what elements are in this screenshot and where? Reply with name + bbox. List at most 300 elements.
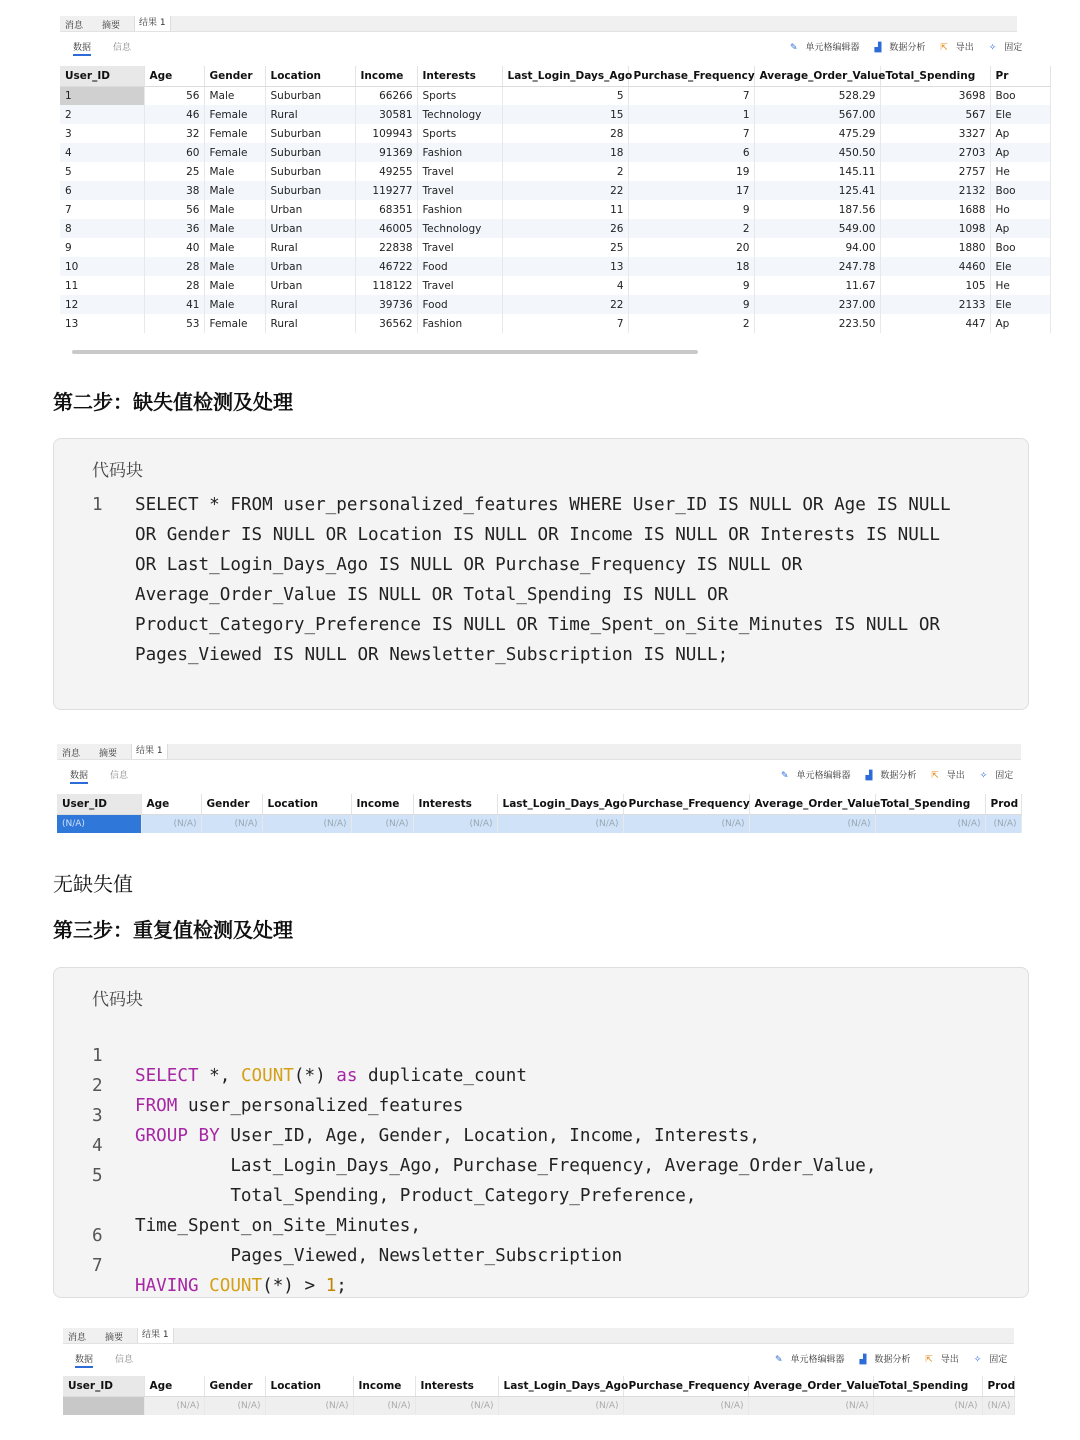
table-row[interactable] [60, 86, 1050, 105]
result-tabs [57, 744, 1021, 760]
table-cell[interactable]: (N/A) [873, 1396, 982, 1415]
table-row[interactable] [60, 238, 1050, 257]
table-body [57, 814, 1021, 833]
table-cell[interactable]: 145.11 [754, 162, 880, 181]
table-cell[interactable]: Male [204, 219, 265, 238]
step2-heading: 第二步：缺失值检测及处理 [53, 390, 293, 414]
data-subtabs [60, 32, 1023, 56]
pin-icon: ✧ [988, 43, 997, 53]
table-cell[interactable]: 1688 [880, 200, 990, 219]
table-cell[interactable]: Male [204, 86, 265, 105]
table-header-row [63, 1376, 1014, 1396]
column-header[interactable]: Purchase_Frequency [623, 794, 749, 814]
export-icon: ⇱ [931, 771, 939, 781]
table-cell[interactable]: Ele [990, 105, 1050, 124]
code-line [54, 645, 1028, 675]
column-header[interactable]: Total_Spending [875, 794, 985, 814]
cell-editor-button[interactable]: ✎ 单元格编辑器 [775, 1355, 845, 1365]
table-cell[interactable]: (N/A) [57, 814, 141, 833]
column-header[interactable]: Income [355, 66, 417, 86]
column-header[interactable]: Purchase_Frequency [628, 66, 754, 86]
column-header[interactable]: Interests [413, 794, 497, 814]
column-header[interactable]: Last_Login_Days_Ago [498, 1376, 623, 1396]
table-cell[interactable]: 60 [144, 143, 204, 162]
column-header[interactable]: Gender [204, 66, 265, 86]
table-cell[interactable]: 4 [502, 276, 628, 295]
code-line [54, 1236, 1028, 1296]
table-cell[interactable]: 12 [60, 295, 144, 314]
table-cell[interactable]: 19 [628, 162, 754, 181]
table-cell[interactable]: 2132 [880, 181, 990, 200]
table-cell[interactable]: Rural [265, 295, 355, 314]
table-cell[interactable]: 22 [502, 181, 628, 200]
table-cell[interactable]: 10 [60, 257, 144, 276]
data-subtabs [63, 1344, 1014, 1368]
table-row[interactable] [60, 257, 1050, 276]
table-cell[interactable]: Male [204, 276, 265, 295]
table-cell[interactable]: 447 [880, 314, 990, 333]
table-cell[interactable]: 32 [144, 124, 204, 143]
table-cell[interactable]: 2 [502, 162, 628, 181]
table-row[interactable] [60, 105, 1050, 124]
table-cell[interactable]: 2757 [880, 162, 990, 181]
table-cell[interactable]: Male [204, 295, 265, 314]
result-tabs [63, 1328, 1014, 1344]
table-cell[interactable]: Male [204, 257, 265, 276]
table-cell[interactable]: 22838 [355, 238, 417, 257]
table-body [60, 86, 1050, 333]
table-cell[interactable]: Suburban [265, 181, 355, 200]
column-header[interactable]: Average_Order_Value [748, 1376, 873, 1396]
code-block-missing-values [53, 438, 1029, 710]
table-cell[interactable]: (N/A) [353, 1396, 415, 1415]
code-text: Average_Order_Value IS NULL OR Total_Spending IS NULL OR [135, 585, 729, 605]
table-cell[interactable]: 11 [60, 276, 144, 295]
table-cell[interactable]: 119277 [355, 181, 417, 200]
export-button[interactable]: ⇱ 导出 [940, 43, 974, 53]
pin-button[interactable]: ✧ 固定 [988, 43, 1023, 53]
table-cell[interactable]: Urban [265, 276, 355, 295]
table-cell[interactable]: Rural [265, 105, 355, 124]
subtab-data[interactable]: 数据 [70, 768, 88, 784]
column-header[interactable]: Location [265, 1376, 353, 1396]
data-table [63, 1376, 1015, 1415]
table-cell[interactable]: 17 [628, 181, 754, 200]
table-row[interactable] [60, 162, 1050, 181]
table-row[interactable] [60, 219, 1050, 238]
table-cell[interactable]: Ele [990, 257, 1050, 276]
table-cell[interactable]: 567.00 [754, 105, 880, 124]
code-line [54, 1206, 1028, 1266]
column-header[interactable]: User_ID [63, 1376, 144, 1396]
pin-icon: ✧ [973, 1355, 982, 1365]
table-cell[interactable]: Technology [417, 105, 502, 124]
pin-icon: ✧ [979, 771, 988, 781]
table-cell[interactable]: Ele [990, 295, 1050, 314]
table-cell[interactable]: (N/A) [141, 814, 201, 833]
table-cell[interactable]: (N/A) [623, 1396, 748, 1415]
data-analysis-button[interactable]: ▟ 数据分析 [859, 1355, 911, 1365]
table-cell[interactable]: (N/A) [201, 814, 262, 833]
table-cell[interactable]: 91369 [355, 143, 417, 162]
line-number: 6 [92, 1226, 103, 1246]
table-cell[interactable]: Travel [417, 162, 502, 181]
column-header[interactable]: Interests [415, 1376, 498, 1396]
table-cell[interactable]: 46 [144, 105, 204, 124]
column-header[interactable]: Age [144, 1376, 204, 1396]
code-text: FROM user_personalized_features [135, 1096, 464, 1116]
tab-messages[interactable]: 消息 [65, 21, 84, 31]
column-header[interactable]: Income [353, 1376, 415, 1396]
table-cell[interactable]: 9 [60, 238, 144, 257]
table-cell[interactable]: Male [204, 238, 265, 257]
table-cell[interactable]: 28 [502, 124, 628, 143]
cell-editor-button[interactable]: ✎ 单元格编辑器 [781, 771, 851, 781]
table-cell[interactable]: 25 [144, 162, 204, 181]
table-cell[interactable]: 450.50 [754, 143, 880, 162]
table-cell[interactable]: 53 [144, 314, 204, 333]
tab-result-1[interactable]: 结果 1 [137, 1328, 174, 1343]
horizontal-scrollbar[interactable] [72, 350, 698, 354]
table-row[interactable] [63, 1396, 1014, 1415]
cell-editor-button[interactable]: ✎ 单元格编辑器 [790, 43, 860, 53]
column-header[interactable]: Location [262, 794, 351, 814]
table-cell[interactable]: 247.78 [754, 257, 880, 276]
table-cell[interactable]: Urban [265, 200, 355, 219]
table-cell[interactable]: 3698 [880, 86, 990, 105]
column-header[interactable]: Purchase_Frequency [623, 1376, 748, 1396]
line-number: 7 [92, 1256, 103, 1276]
table-cell[interactable]: 30581 [355, 105, 417, 124]
table-cell[interactable]: 49255 [355, 162, 417, 181]
code-text: GROUP BY User_ID, Age, Gender, Location, Income, Interests, [135, 1126, 760, 1146]
table-cell[interactable]: 8 [60, 219, 144, 238]
table-cell[interactable]: (N/A) [497, 814, 623, 833]
subtab-data[interactable]: 数据 [75, 1352, 93, 1368]
table-row[interactable] [60, 200, 1050, 219]
table-cell[interactable]: 9 [628, 276, 754, 295]
table-cell[interactable]: Travel [417, 276, 502, 295]
subtab-data[interactable]: 数据 [73, 40, 91, 56]
table-cell[interactable]: 7 [628, 86, 754, 105]
table-cell[interactable]: Female [204, 124, 265, 143]
code-line [54, 555, 1028, 585]
column-header[interactable]: Total_Spending [880, 66, 990, 86]
result-tabs [60, 16, 1017, 32]
table-cell[interactable]: 223.50 [754, 314, 880, 333]
table-cell[interactable] [63, 1396, 144, 1415]
table-cell[interactable]: 15 [502, 105, 628, 124]
table-row[interactable] [60, 276, 1050, 295]
tab-messages[interactable]: 消息 [62, 749, 81, 759]
table-cell[interactable]: 125.41 [754, 181, 880, 200]
column-header[interactable]: Age [144, 66, 204, 86]
bar-chart-icon: ▟ [859, 1355, 867, 1365]
data-subtabs [57, 760, 1021, 784]
table-cell[interactable]: Fashion [417, 143, 502, 162]
table-cell[interactable]: Male [204, 200, 265, 219]
data-table [57, 794, 1022, 833]
table-row[interactable] [60, 314, 1050, 333]
table-cell[interactable]: Ap [990, 143, 1050, 162]
data-analysis-button[interactable]: ▟ 数据分析 [865, 771, 917, 781]
table-cell[interactable]: (N/A) [623, 814, 749, 833]
table-cell[interactable]: Boo [990, 86, 1050, 105]
table-cell[interactable]: 41 [144, 295, 204, 314]
table-cell[interactable]: Male [204, 162, 265, 181]
table-cell[interactable]: Suburban [265, 143, 355, 162]
table-cell[interactable]: Ho [990, 200, 1050, 219]
table-cell[interactable]: (N/A) [982, 1396, 1014, 1415]
table-cell[interactable]: 4460 [880, 257, 990, 276]
table-cell[interactable]: Female [204, 143, 265, 162]
table-cell[interactable]: 2 [628, 219, 754, 238]
table-cell[interactable]: Sports [417, 86, 502, 105]
column-header[interactable]: Income [351, 794, 413, 814]
code-line [54, 495, 1028, 525]
table-cell[interactable]: (N/A) [875, 814, 985, 833]
table-cell[interactable]: Food [417, 257, 502, 276]
table-cell[interactable]: 94.00 [754, 238, 880, 257]
tab-result-1[interactable]: 结果 1 [131, 744, 168, 759]
table-cell[interactable]: (N/A) [204, 1396, 265, 1415]
table-cell[interactable]: Ap [990, 219, 1050, 238]
table-cell[interactable]: 22 [502, 295, 628, 314]
table-cell[interactable]: Suburban [265, 124, 355, 143]
edit-icon: ✎ [781, 771, 789, 781]
column-header[interactable]: Gender [201, 794, 262, 814]
table-cell[interactable]: 549.00 [754, 219, 880, 238]
table-cell[interactable]: 11 [502, 200, 628, 219]
code-block-title: 代码块 [92, 461, 143, 481]
table-cell[interactable]: 2133 [880, 295, 990, 314]
table-cell[interactable]: 40 [144, 238, 204, 257]
pin-button[interactable]: ✧ 固定 [979, 771, 1014, 781]
table-cell[interactable]: (N/A) [749, 814, 875, 833]
table-cell[interactable]: 2703 [880, 143, 990, 162]
table-cell[interactable]: 25 [502, 238, 628, 257]
table-cell[interactable]: 6 [60, 181, 144, 200]
table-cell[interactable]: (N/A) [415, 1396, 498, 1415]
table-cell[interactable]: 6 [628, 143, 754, 162]
column-header[interactable]: Prod [985, 794, 1021, 814]
table-cell[interactable]: 1880 [880, 238, 990, 257]
code-text: OR Gender IS NULL OR Location IS NULL OR Income IS NULL OR Interests IS NULL [135, 525, 941, 545]
table-cell[interactable]: 13 [60, 314, 144, 333]
table-cell[interactable]: 66266 [355, 86, 417, 105]
column-header[interactable]: Total_Spending [873, 1376, 982, 1396]
table-cell[interactable]: Food [417, 295, 502, 314]
table-cell[interactable]: Boo [990, 181, 1050, 200]
table-cell[interactable]: Ap [990, 314, 1050, 333]
table-cell[interactable]: Male [204, 181, 265, 200]
column-header[interactable]: User_ID [60, 66, 144, 86]
export-icon: ⇱ [940, 43, 948, 53]
table-cell[interactable]: 1098 [880, 219, 990, 238]
table-cell[interactable]: 7 [628, 124, 754, 143]
table-row[interactable] [60, 124, 1050, 143]
table-cell[interactable]: He [990, 276, 1050, 295]
table-cell[interactable]: 46005 [355, 219, 417, 238]
table-cell[interactable]: 9 [628, 200, 754, 219]
table-row[interactable] [60, 295, 1050, 314]
table-cell[interactable]: 5 [502, 86, 628, 105]
table-cell[interactable]: He [990, 162, 1050, 181]
tab-summary[interactable]: 摘要 [102, 21, 121, 31]
table-cell[interactable]: 4 [60, 143, 144, 162]
tab-summary[interactable]: 摘要 [105, 1333, 124, 1343]
table-cell[interactable]: (N/A) [144, 1396, 204, 1415]
table-cell[interactable]: 18 [502, 143, 628, 162]
table-cell[interactable]: 2 [60, 105, 144, 124]
subtab-info[interactable]: 信息 [115, 1355, 134, 1365]
table-cell[interactable]: Urban [265, 219, 355, 238]
table-cell[interactable]: 3327 [880, 124, 990, 143]
table-cell[interactable]: (N/A) [985, 814, 1021, 833]
column-header[interactable]: User_ID [57, 794, 141, 814]
table-cell[interactable]: 237.00 [754, 295, 880, 314]
table-cell[interactable]: 2 [628, 314, 754, 333]
tab-messages[interactable]: 消息 [68, 1333, 87, 1343]
table-header-row [57, 794, 1021, 814]
table-cell[interactable]: Travel [417, 181, 502, 200]
table-cell[interactable]: 18 [628, 257, 754, 276]
code-text: Time_Spent_on_Site_Minutes, [135, 1216, 421, 1236]
code-text: Pages_Viewed, Newsletter_Subscription [135, 1246, 623, 1266]
table-cell[interactable]: 109943 [355, 124, 417, 143]
grid-toolbar [763, 1352, 1007, 1365]
code-line [54, 1176, 1028, 1236]
table-cell[interactable]: 1 [60, 86, 144, 105]
code-block-title: 代码块 [92, 990, 143, 1010]
step3-heading: 第三步：重复值检测及处理 [53, 918, 293, 942]
table-cell[interactable]: Female [204, 314, 265, 333]
table-cell[interactable]: 7 [60, 200, 144, 219]
code-line [54, 1026, 1028, 1086]
code-line [54, 1146, 1028, 1206]
line-number: 1 [92, 495, 103, 515]
column-header[interactable]: Average_Order_Value [749, 794, 875, 814]
code-line [54, 1086, 1028, 1146]
table-cell[interactable]: 11.67 [754, 276, 880, 295]
table-cell[interactable]: Rural [265, 314, 355, 333]
table-cell[interactable]: Travel [417, 238, 502, 257]
table-cell[interactable]: Suburban [265, 162, 355, 181]
table-row[interactable] [60, 181, 1050, 200]
tab-result-1[interactable]: 结果 1 [134, 16, 171, 31]
table-cell[interactable]: Urban [265, 257, 355, 276]
data-analysis-button[interactable]: ▟ 数据分析 [874, 43, 926, 53]
code-text: Total_Spending, Product_Category_Preference, [135, 1186, 697, 1206]
table-cell[interactable]: Fashion [417, 200, 502, 219]
table-cell[interactable]: 13 [502, 257, 628, 276]
table-cell[interactable]: Ap [990, 124, 1050, 143]
column-header[interactable]: Pr [990, 66, 1050, 86]
table-row[interactable] [57, 814, 1021, 833]
table-cell[interactable]: (N/A) [498, 1396, 623, 1415]
table-cell[interactable]: Technology [417, 219, 502, 238]
table-cell[interactable]: 7 [502, 314, 628, 333]
table-cell[interactable]: Female [204, 105, 265, 124]
table-cell[interactable]: 36562 [355, 314, 417, 333]
subtab-info[interactable]: 信息 [113, 43, 132, 53]
table-row[interactable] [60, 143, 1050, 162]
table-cell[interactable]: 28 [144, 276, 204, 295]
column-header[interactable]: Location [265, 66, 355, 86]
edit-icon: ✎ [790, 43, 798, 53]
code-text: Last_Login_Days_Ago, Purchase_Frequency, Average_Order_Value, [135, 1156, 877, 1176]
table-cell[interactable]: (N/A) [351, 814, 413, 833]
table-cell[interactable]: 475.29 [754, 124, 880, 143]
code-line [54, 1056, 1028, 1116]
pin-button[interactable]: ✧ 固定 [973, 1355, 1008, 1365]
table-cell[interactable]: 528.29 [754, 86, 880, 105]
table-cell[interactable]: 5 [60, 162, 144, 181]
code-text: SELECT * FROM user_personalized_features WHERE User_ID IS NULL OR Age IS NULL [135, 495, 951, 515]
column-header[interactable]: Average_Order_Value [754, 66, 880, 86]
code-line [54, 1116, 1028, 1176]
column-header[interactable]: Prod [982, 1376, 1014, 1396]
result-grid-2 [57, 744, 1021, 836]
table-cell[interactable]: 68351 [355, 200, 417, 219]
export-button[interactable]: ⇱ 导出 [931, 771, 965, 781]
code-line [54, 525, 1028, 555]
table-cell[interactable]: 187.56 [754, 200, 880, 219]
table-cell[interactable]: 20 [628, 238, 754, 257]
subtab-info[interactable]: 信息 [110, 771, 129, 781]
grid-toolbar [778, 40, 1022, 53]
table-cell[interactable]: Sports [417, 124, 502, 143]
table-cell[interactable]: 567 [880, 105, 990, 124]
table-cell[interactable]: 3 [60, 124, 144, 143]
export-button[interactable]: ⇱ 导出 [925, 1355, 959, 1365]
column-header[interactable]: Interests [417, 66, 502, 86]
line-number: 3 [92, 1106, 103, 1126]
table-cell[interactable]: 118122 [355, 276, 417, 295]
table-cell[interactable]: 56 [144, 86, 204, 105]
table-cell[interactable]: Suburban [265, 86, 355, 105]
bar-chart-icon: ▟ [874, 43, 882, 53]
table-body [63, 1396, 1014, 1415]
code-text: SELECT *, COUNT(*) as duplicate_count [135, 1066, 527, 1086]
table-cell[interactable]: (N/A) [413, 814, 497, 833]
table-cell[interactable]: 28 [144, 257, 204, 276]
column-header[interactable]: Gender [204, 1376, 265, 1396]
column-header[interactable]: Last_Login_Days_Ago [497, 794, 623, 814]
table-cell[interactable]: 36 [144, 219, 204, 238]
table-cell[interactable]: 1 [628, 105, 754, 124]
result-grid-1 [60, 16, 1023, 354]
column-header[interactable]: Last_Login_Days_Ago [502, 66, 628, 86]
table-cell[interactable]: 38 [144, 181, 204, 200]
table-cell[interactable]: Rural [265, 238, 355, 257]
column-header[interactable]: Age [141, 794, 201, 814]
table-cell[interactable]: (N/A) [262, 814, 351, 833]
table-cell[interactable]: Boo [990, 238, 1050, 257]
table-cell[interactable]: 105 [880, 276, 990, 295]
table-cell[interactable]: Fashion [417, 314, 502, 333]
table-cell[interactable]: 56 [144, 200, 204, 219]
table-cell[interactable]: 9 [628, 295, 754, 314]
table-cell[interactable]: (N/A) [265, 1396, 353, 1415]
table-cell[interactable]: 39736 [355, 295, 417, 314]
table-cell[interactable]: (N/A) [748, 1396, 873, 1415]
table-cell[interactable]: 26 [502, 219, 628, 238]
table-cell[interactable]: 46722 [355, 257, 417, 276]
code-text: HAVING COUNT(*) > 1; [135, 1276, 347, 1296]
edit-icon: ✎ [775, 1355, 783, 1365]
tab-summary[interactable]: 摘要 [99, 749, 118, 759]
